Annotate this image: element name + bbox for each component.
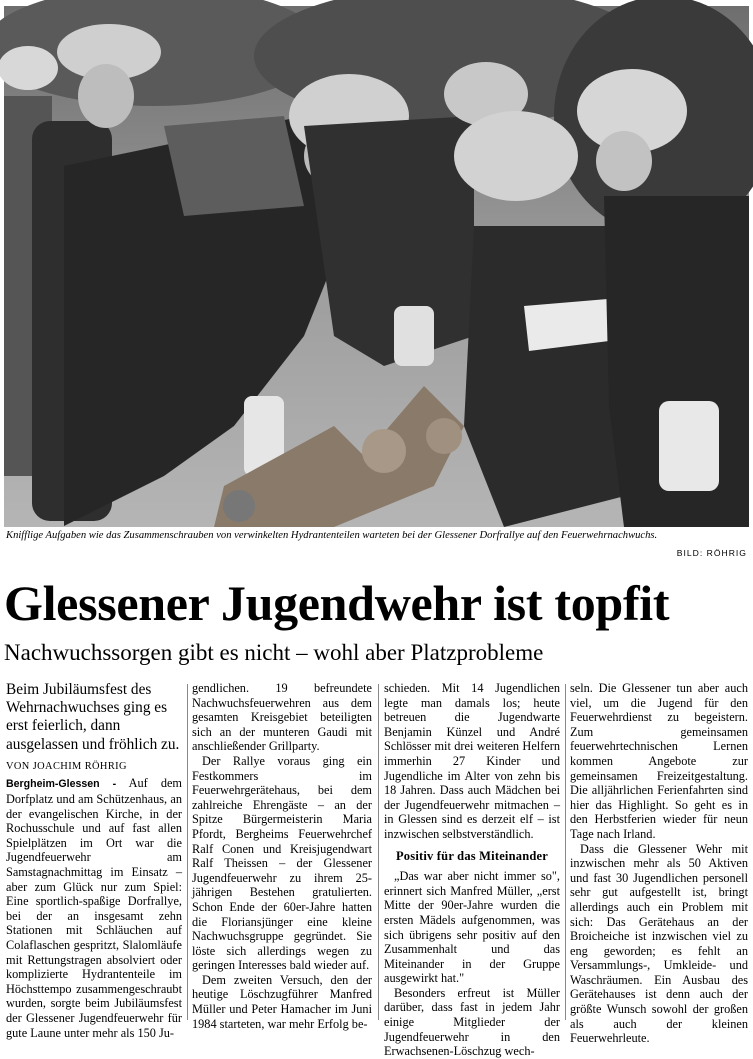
section-subheading: Positiv für das Miteinander bbox=[395, 848, 549, 863]
firefighter-youth-photo-icon bbox=[4, 6, 749, 527]
article-column-4 bbox=[570, 681, 748, 1046]
paragraph-text: Auf dem Dorfplatz und am Schützenhaus, an der evangelischen Kirche, in der Rochusschule und auf fast allen Spielplätzen im Ort war die Jugendfeuerwehr am Samstagnachmittag im Einsatz – aber zum Glück nur zum Spiel: Eine sportlich-spaßige Dorfrallye, bei der an insgesamt zehn Stationen mit Schläuchen auf Colaflaschen gespritzt, Slalomläufe mit Rettungstragen absolviert oder komplizierte Hydrantenteile im Höchsttempo zusammengeschraubt wurden, sorgte beim Jubiläumsfest der Glessener Jugendfeuerwehr für gute Laune unter mehr als 150 Ju- bbox=[6, 776, 182, 1040]
paragraph: gendlichen. 19 befreundete Nachwuchsfeuerwehren aus dem gesamten Kreisgebiet beteiligten sich an der munteren Gaudi mit anschließender Grillparty. bbox=[192, 681, 372, 754]
photo-caption: Knifflige Aufgaben wie das Zusammenschrauben von verwinkelten Hydrantenteilen warteten bei der Glessener Dorfrallye auf den Feuerwehrnachwuchs. bbox=[6, 530, 658, 541]
teaser: Beim Jubiläumsfest des Wehrnachwuchses ging es erst feierlich, dann ausgelassen und fröhlich zu. bbox=[6, 681, 180, 753]
paragraph: seln. Die Glessener tun aber auch viel, um die Jugend für den Feuerwehrdienst zu begeistern. Zum gemeinsamen feuerwehrtechnischen Lernen kommen Angebote zur gemeinsamen Freizeitgestaltung. Die alljährlichen Ferienfahrten sind hier das Highlight. So geht es in den Herbstferien wieder für neun Tage nach Irland. bbox=[570, 681, 748, 841]
photo-credit: BILD: RÖHRIG bbox=[676, 548, 747, 558]
paragraph: Dass die Glessener Wehr mit inzwischen mehr als 50 Aktiven und fast 30 Jugendlichen personell sehr gut aufgestellt ist, bringt allerdings auch ein Problem mit sich: Das Gerätehaus an der Broicheiche ist inzwischen viel zu eng geworden; es fehlt an Versammlungs-, Umkleide- und Waschräumen. Ein Ausbau des Gerätehauses ist denn auch der größte Wunsch sowohl der großen als auch der kleinen Feuerwehrleute. bbox=[570, 841, 748, 1046]
column-divider bbox=[565, 684, 566, 1020]
paragraph: schieden. Mit 14 Jugendlichen legte man damals los; heute betreuen die Jugendwarte Benjamin Künzel und André Schlösser mit drei weiteren Helfern immerhin 27 Kinder und Jugendliche im Alter von zehn bis 18 Jahren. Dass auch Mädchen bei der Jugendfeuerwehr mitmachen – in Glessen sind es derzeit elf – ist inzwischen selbstverständlich. bbox=[384, 681, 560, 841]
paragraph: Dem zweiten Versuch, den der heutige Löschzugführer Manfred Müller und Peter Hamacher im Juni 1984 starteten, war mehr Erfolg be- bbox=[192, 972, 372, 1031]
dateline: Bergheim-Glessen - bbox=[6, 778, 117, 791]
article-column-1 bbox=[6, 681, 182, 1040]
subheadline: Nachwuchssorgen gibt es nicht – wohl aber Platzprobleme bbox=[4, 640, 544, 665]
article-column-2 bbox=[192, 681, 372, 1031]
column-divider bbox=[187, 684, 188, 1020]
paragraph: „Das war aber nicht immer so", erinnert sich Manfred Müller, „erst Mitte der 90er-Jahre wurden die ersten Mädels aufgenommen, was sich übrigens sehr positiv auf den Zusammenhalt und das Miteinander in der Gruppe ausgewirkt hat." bbox=[384, 869, 560, 986]
article-column-3 bbox=[384, 681, 560, 1059]
byline: VON JOACHIM RÖHRIG bbox=[6, 760, 127, 772]
paragraph: Besonders erfreut ist Müller darüber, dass fast in jedem Jahr einige Mitglieder der Jugendfeuerwehr in den Erwachsenen-Löschzug wech- bbox=[384, 985, 560, 1059]
column-divider bbox=[378, 684, 379, 1020]
paragraph: Der Rallye voraus ging ein Festkommers im Feuerwehrgerätehaus, bei dem zahlreiche Ehrengäste – an der Spitze Bürgermeisterin Maria Pfordt, Bergheims Feuerwehrchef Ralf Conen und Kreisjugendwart Ralf Theissen – der Glessener Jugendfeuerwehr zu ihrem 25-jährigen Bestehen gratulierten. Schon Ende der 60er-Jahre hatten die Floriansjünger eine kleine Nachwuchsgruppe gegründet. Sie löste sich allerdings wegen zu geringen Interesses bald wieder auf. bbox=[192, 753, 372, 973]
paragraph bbox=[6, 776, 182, 1040]
headline: Glessener Jugendwehr ist topfit bbox=[4, 575, 670, 631]
article-photo bbox=[4, 6, 749, 527]
